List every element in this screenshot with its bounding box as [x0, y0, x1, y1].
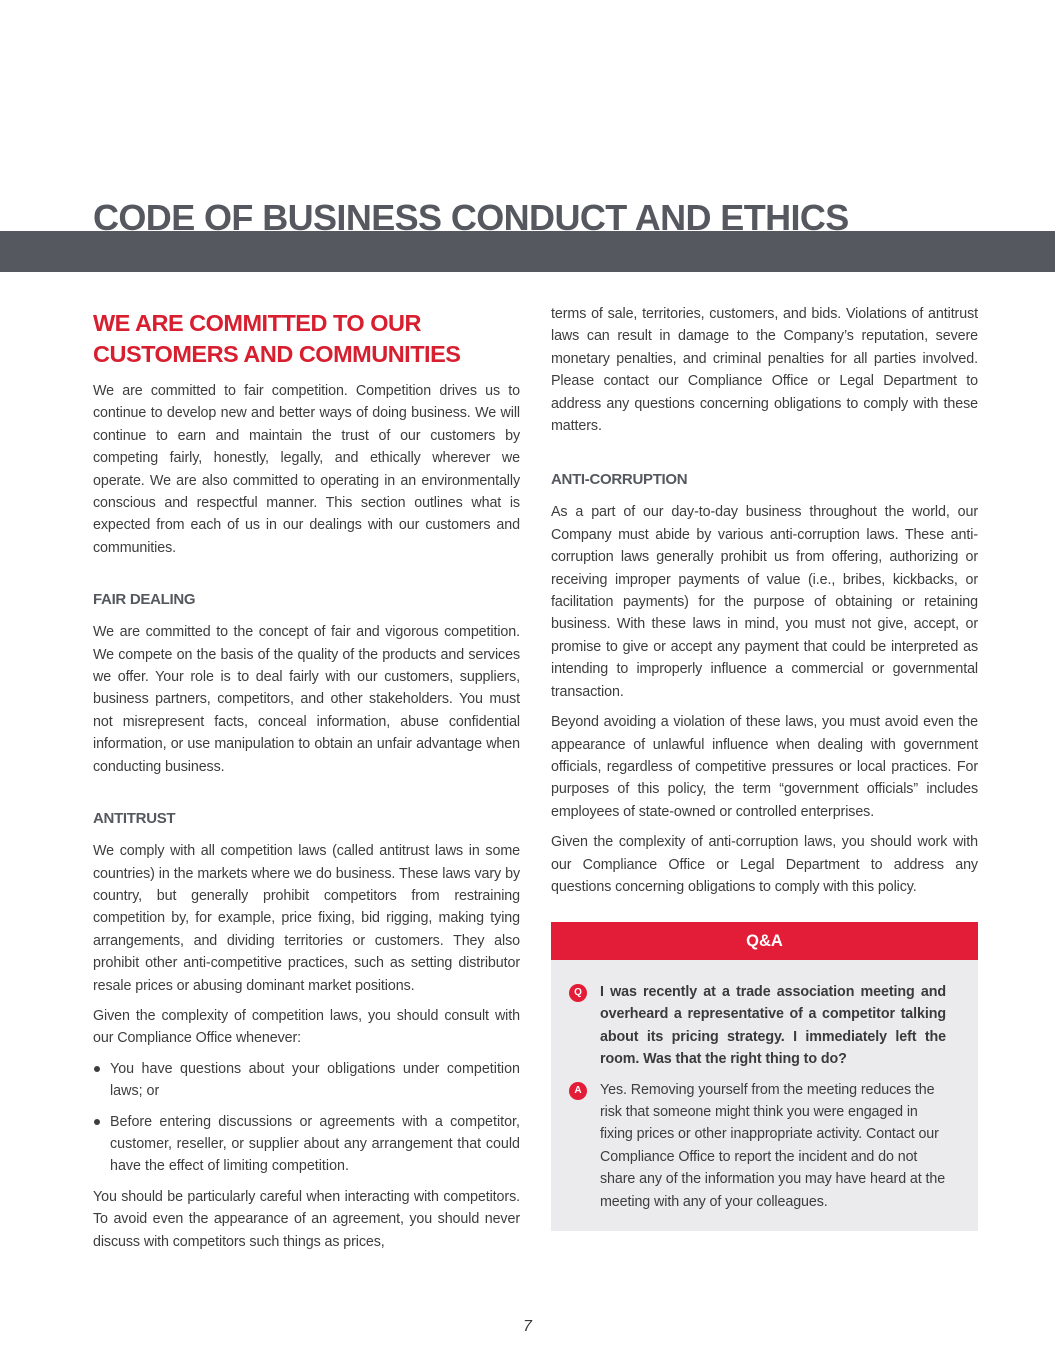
bullet-icon [94, 1119, 100, 1125]
anti-corruption-paragraph-3: Given the complexity of anti-corruption laws, you should work with our Compliance Office or Legal Department to address any questions concerning obligations to comply with this policy. [551, 834, 978, 895]
qa-question: I was recently at a trade association meeting and overheard a representative of a competitor talking about its pricing strategy. I immediately left the room. Was that the right thing to do? [600, 984, 946, 1068]
list-item [93, 1111, 520, 1178]
page-number: 7 [523, 1318, 532, 1335]
page-title: CODE OF BUSINESS CONDUCT AND ETHICS [93, 197, 849, 238]
qa-answer: Yes. Removing yourself from the meeting reduces the risk that someone might think you were engaged in fixing prices or other inappropriate activity. Contact our Compliance Office to report the incident and do not share any of the information you may have heard at the meeting with any of your colleagues. [600, 1081, 946, 1210]
qa-answer-row [551, 1079, 978, 1213]
section-title: WE ARE COMMITTED TO OUR CUSTOMERS AND COMMUNITIES [93, 310, 461, 367]
qa-title: Q&A [551, 922, 978, 960]
qa-box [551, 922, 978, 1231]
question-badge-icon: Q [569, 984, 587, 1002]
qa-question-row [551, 981, 978, 1071]
right-column [551, 303, 978, 906]
fair-dealing-paragraph: We are committed to the concept of fair and vigorous competition. We compete on the basis of the quality of the products and services we offer. Your role is to deal fairly with our customers, suppliers, business partners, competitors, and other stakeholders. You must not misrepresent facts, conceal information, abuse confidential information, or use manipulation to obtain an unfair advantage when conducting business. [93, 624, 520, 775]
antitrust-bullet-list [93, 1058, 520, 1178]
list-item [93, 1058, 520, 1103]
antitrust-paragraph-2: Given the complexity of competition laws, you should consult with our Compliance Office whenever: [93, 1007, 520, 1047]
antitrust-paragraph-1: We comply with all competition laws (called antitrust laws in some countries) in the markets where we do business. These laws vary by country, but generally prohibit competitors from restraining competition by, for example, price fixing, bid rigging, making tying arrangements, and dividing territories or customers. They also prohibit other anti-competitive practices, such as setting distributor resale prices or abusing dominant market positions. [93, 843, 520, 994]
anti-corruption-heading: ANTI-CORRUPTION [551, 471, 688, 489]
antitrust-continued-paragraph: terms of sale, territories, customers, and bids. Violations of antitrust laws can result in damage to the Company’s reputation, severe monetary penalties, and criminal penalties for all parties involved. Please contact our Compliance Office or Legal Department to address any questions concerning obligations to comply with these matters. [551, 306, 978, 435]
bullet-text: Before entering discussions or agreements with a competitor, customer, reseller, or supplier about any arrangement that could have the effect of limiting competition. [110, 1113, 520, 1175]
intro-paragraph: We are committed to fair competition. Competition drives us to continue to develop new and better ways of doing business. We will continue to earn and maintain the trust of our customers by competing fairly, honestly, legally, and ethically wherever we operate. We are also committed to operating in an environmentally conscious and respectful manner. This section outlines what is expected from each of us in our dealings with our customers and communities. [93, 383, 520, 556]
anti-corruption-paragraph-2: Beyond avoiding a violation of these laws, you must avoid even the appearance of unlawful influence when dealing with government officials, regardless of competitive pressures or local practices. For purposes of this policy, the term “government officials” includes employees of state-owned or controlled enterprises. [551, 714, 978, 820]
fair-dealing-heading: FAIR DEALING [93, 591, 196, 609]
bullet-text: You have questions about your obligations under competition laws; or [110, 1060, 520, 1100]
antitrust-heading: ANTITRUST [93, 810, 176, 828]
bullet-icon [94, 1066, 100, 1072]
answer-badge-icon: A [569, 1082, 587, 1100]
antitrust-paragraph-3: You should be particularly careful when interacting with competitors. To avoid even the appearance of an agreement, you should never discuss with competitors such things as prices, [93, 1188, 520, 1250]
anti-corruption-paragraph-1: As a part of our day-to-day business throughout the world, our Company must abide by various anti-corruption laws. These anti-corruption laws generally prohibit us from offering, authorizing or receiving improper payments of value (i.e., bribes, kickbacks, or facilitation payments) for the purpose of obtaining or retaining business. With these laws in mind, you must not give, accept, or promise to give or accept any payment that could be interpreted as intending to improperly influence a commercial or governmental transaction. [551, 504, 978, 700]
left-column [93, 300, 520, 1261]
